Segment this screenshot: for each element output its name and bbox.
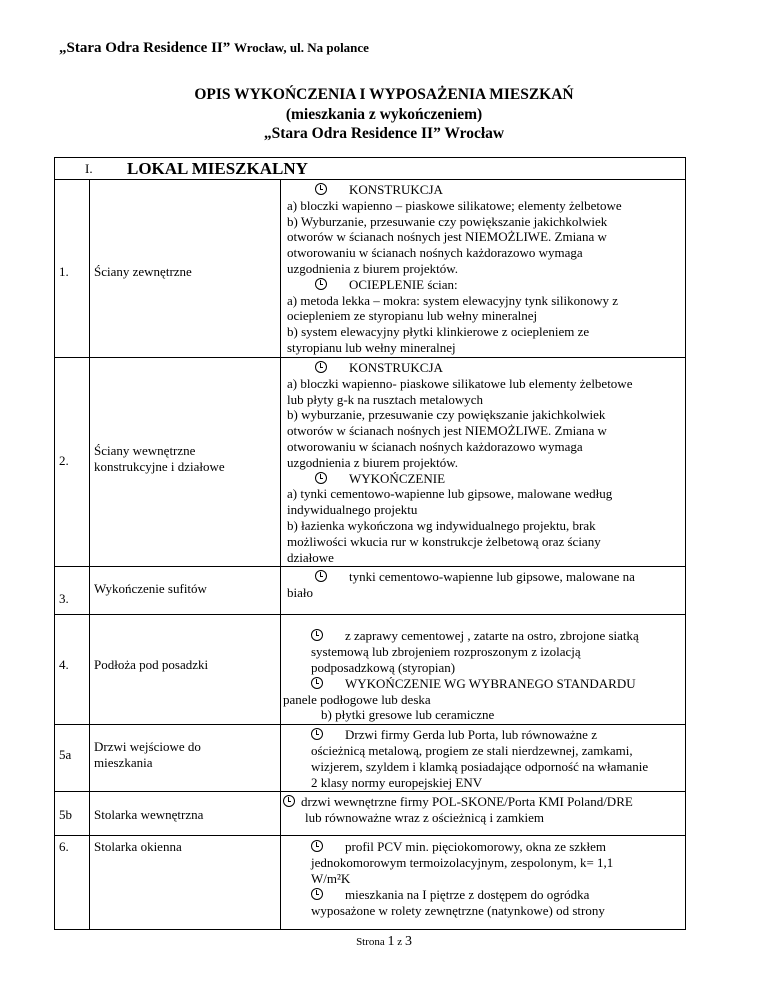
table-row [55,567,686,615]
row-description-cell [281,836,686,930]
document-subtitle: (mieszkania z wykończeniem) [285,106,483,123]
description-line: otworowaniu w ścianach nośnych każdorazowo wymaga [287,245,583,261]
document-project-title: „Stara Odra Residence II” Wrocław [263,125,505,142]
table-row [55,358,686,567]
description-line: tynki cementowo-wapienne lub gipsowe, malowane na [349,569,635,585]
description-line: wizjerem, szyldem i klamką posiadające odporność na włamanie [311,758,649,774]
description-line: drzwi wewnętrzne firmy POL-SKONE/Porta KMI Poland/DRE [301,794,633,810]
description-line: profil PCV min. pięciokomorowy, okna ze szkłem [345,839,607,855]
table-row [55,615,686,725]
clock-icon [311,840,323,852]
description-line: otworowaniu w ścianach nośnych każdorazowo wymaga [287,438,583,454]
current-page: 1 [387,934,395,949]
row-name: Ściany zewnętrzne [94,264,192,279]
description-line: a) bloczki wapienno- piaskowe silikatowe lub elementy żelbetowe [287,375,633,391]
description-line: b) system elewacyjny płytki klinkierowe z ociepleniem ze [287,324,590,340]
clock-icon [315,570,327,582]
clock-icon [311,728,323,740]
row-name: Stolarka wewnętrzna [94,807,204,823]
row-number: 4. [59,657,69,673]
description-line: jednokomorowym termoizolacyjnym, zespolonym, k= 1,1 [311,855,614,871]
document-title: OPIS WYKOŃCZENIA I WYPOSAŻENIA MIESZKAŃ [194,86,574,103]
clock-icon [315,278,327,290]
description-line: a) metoda lekka – mokra: system elewacyjny tynk silikonowy z [287,292,619,308]
description-line: b) Wyburzanie, przesuwanie czy powiększanie jakichkolwiek [287,213,608,229]
description-line: otworów w ścianach nośnych jest NIEMOŻLIWE. Zmiana w [287,229,607,245]
row-description-cell [281,615,686,725]
description-line: styropianu lub wełny mineralnej [287,339,456,355]
table-row [55,792,686,836]
row-description-cell [281,567,686,615]
row-number: 2. [59,453,69,468]
row-name: mieszkania [94,754,153,770]
row-name-cell [90,180,281,358]
page-of: z [397,936,403,948]
section-header [54,157,686,180]
row-name: Wykończenie sufitów [94,581,207,597]
description-line: a) tynki cementowo-wapienne lub gipsowe, malowane według [287,486,613,502]
page-footer [0,934,768,950]
description-line: lub równoważne wraz z ościeżnicą i zamkiem [305,810,544,826]
row-name-cell [90,836,281,930]
row-name: Ściany wewnętrzne [94,443,196,458]
description-line: KONSTRUKCJA [349,360,443,375]
row-name-cell [90,358,281,567]
row-number-cell [55,836,90,930]
document-header [59,40,369,57]
description-line: biało [287,585,313,601]
page-label: Strona [356,936,385,948]
clock-icon [283,795,295,807]
clock-icon [311,629,323,641]
section-title: LOKAL MIESZKALNY [127,159,308,178]
description-line: mieszkania na I piętrze z dostępem do ogródka [345,886,590,902]
description-line: uzgodnienia z biurem projektów. [287,260,458,276]
description-line: z zaprawy cementowej , zatarte na ostro, zbrojone siatką [345,628,639,644]
description-line: 2 klasy normy europejskiej ENV [311,774,483,790]
row-name: konstrukcyjne i działowe [94,458,225,474]
row-number: 6. [59,839,69,855]
row-name: Drzwi wejściowe do [94,739,201,755]
row-number-cell [55,358,90,567]
description-line: KONSTRUKCJA [349,182,443,197]
project-location: Wrocław, ul. Na polance [234,40,369,55]
row-name-cell [90,725,281,792]
row-name-cell [90,792,281,836]
description-line: ociepleniem ze styropianu lub wełny mineralnej [287,308,538,324]
row-name: Stolarka okienna [94,839,182,855]
description-line: WYKOŃCZENIE WG WYBRANEGO STANDARDU [345,675,636,691]
description-line: OCIEPLENIE ścian: [349,276,458,292]
description-line: b) wyburzanie, przesuwanie czy powiększanie jakichkolwiek [287,407,606,423]
row-name: Podłoża pod posadzki [94,657,209,673]
row-number-cell [55,792,90,836]
clock-icon [311,888,323,900]
description-line: otworów w ścianach nośnych jest NIEMOŻLIWE. Zmiana w [287,423,607,439]
description-line: panele podłogowe lub deska [283,691,431,707]
row-number-cell [55,615,90,725]
row-number: 3. [59,591,69,607]
description-line: Drzwi firmy Gerda lub Porta, lub równoważne z [345,727,597,743]
clock-icon [311,677,323,689]
row-description-cell [281,358,686,567]
row-number: 5b [59,807,72,823]
description-line: W/m²K [311,870,351,886]
specification-table [54,179,686,930]
table-row [55,725,686,792]
table-row [55,180,686,358]
description-line: indywidualnego projektu [287,502,418,518]
clock-icon [315,361,327,373]
description-line: ościeżnicą metalową, progiem ze stali nierdzewnej, zamkami, [311,742,633,758]
row-number-cell [55,180,90,358]
row-description-cell [281,180,686,358]
section-number: I. [85,161,93,176]
row-description-cell [281,792,686,836]
description-line: WYKOŃCZENIE [349,470,446,486]
description-line: możliwości wkucia rur w konstrukcje żelbetową oraz ściany [287,533,601,549]
description-line: podposadzkową (styropian) [311,659,456,675]
row-number: 5a [59,747,72,763]
description-line: systemową lub zbrojeniem rozproszonym z izolacją [311,644,581,660]
row-number-cell [55,725,90,792]
clock-icon [315,183,327,195]
description-line: b) łazienka wykończona wg indywidualnego projektu, brak [287,517,596,533]
description-line: uzgodnienia z biurem projektów. [287,454,458,470]
row-description-cell [281,725,686,792]
table-row [55,836,686,930]
row-number-cell [55,567,90,615]
row-number: 1. [59,264,69,279]
description-line: działowe [287,549,334,565]
project-name: „Stara Odra Residence II” [59,40,231,56]
description-line: wyposażone w rolety zewnętrzne (natynkowe) od strony [311,902,605,918]
description-line: b) płytki gresowe lub ceramiczne [321,707,495,723]
row-name-cell [90,615,281,725]
description-line: a) bloczki wapienno – piaskowe silikatowe; elementy żelbetowe [287,197,622,213]
clock-icon [315,472,327,484]
total-pages: 3 [404,934,412,949]
row-name-cell [90,567,281,615]
description-line: lub płyty g-k na rusztach metalowych [287,391,484,407]
